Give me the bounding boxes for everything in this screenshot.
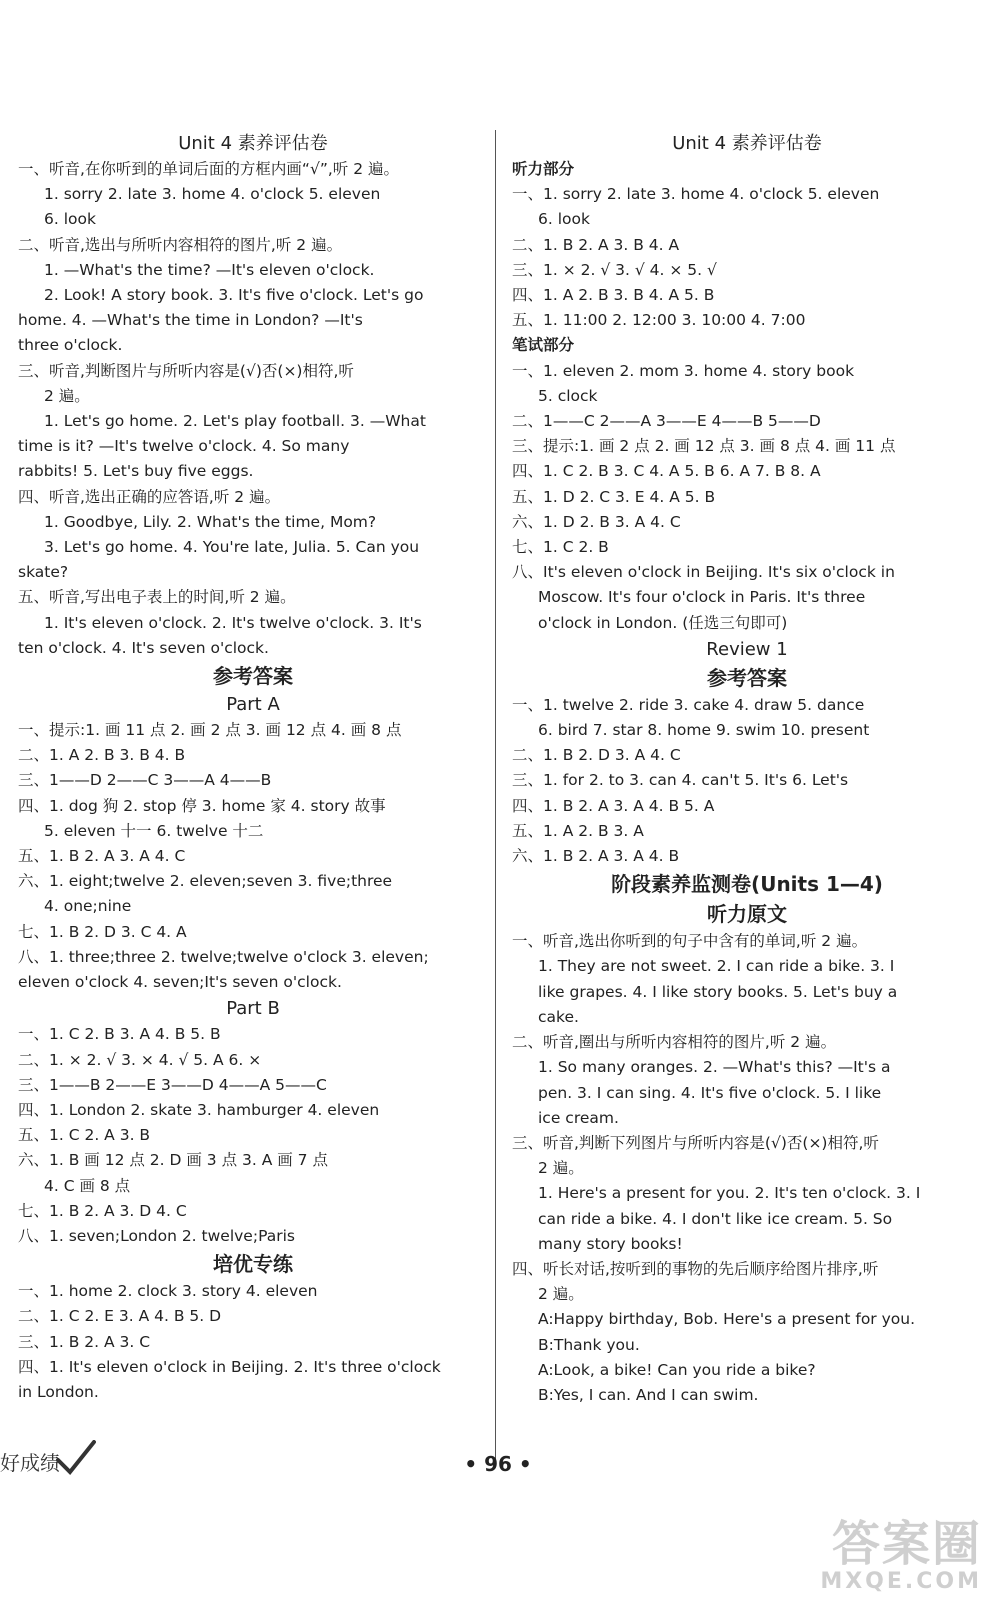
text-line: 四、1. A 2. B 3. B 4. A 5. B	[512, 286, 715, 305]
text-line: B:Yes, I can. And I can swim.	[538, 1385, 759, 1404]
text-line: 二、听音,选出与所听内容相符的图片,听 2 遍。	[18, 235, 343, 254]
text-line: 一、听音,选出你听到的句子中含有的单词,听 2 遍。	[512, 932, 868, 951]
text-line: 6. look	[538, 210, 590, 229]
text-line: 一、1. home 2. clock 3. story 4. eleven	[18, 1282, 318, 1301]
watermark-url: MXQE.COM	[820, 1569, 982, 1594]
logo-text: 好成绩	[0, 1451, 60, 1475]
text-line: 4. C 画 8 点	[44, 1176, 131, 1195]
text-line: 2 遍。	[538, 1285, 584, 1304]
section-title: 培优专练	[213, 1252, 293, 1277]
subsection-label: 笔试部分	[512, 336, 575, 355]
text-line: 2 遍。	[538, 1159, 584, 1178]
text-line: 四、1. dog 狗 2. stop 停 3. home 家 4. story 故事	[18, 796, 386, 815]
text-line: 七、1. B 2. A 3. D 4. C	[18, 1201, 187, 1220]
text-line: 三、提示:1. 画 2 点 2. 画 12 点 3. 画 8 点 4. 画 11 点	[512, 437, 896, 456]
text-line: 五、1. A 2. B 3. A	[512, 821, 644, 840]
text-line: A:Happy birthday, Bob. Here's a present for you.	[538, 1310, 916, 1329]
text-line: 五、1. 11:00 2. 12:00 3. 10:00 4. 7:00	[512, 311, 806, 330]
text-line: 八、1. seven;London 2. twelve;Paris	[18, 1226, 295, 1245]
text-line: 四、1. B 2. A 3. A 4. B 5. A	[512, 796, 715, 815]
text-line: 六、1. D 2. B 3. A 4. C	[512, 512, 681, 531]
text-line: 一、1. twelve 2. ride 3. cake 4. draw 5. dance	[512, 695, 865, 714]
text-line: 三、听音,判断图片与所听内容是(√)否(×)相符,听	[18, 361, 354, 380]
text-line: 2. Look! A story book. 3. It's five o'clock. Let's go	[44, 286, 424, 305]
text-line: 二、1——C 2——A 3——E 4——B 5——D	[512, 412, 821, 431]
text-line: 八、It's eleven o'clock in Beijing. It's six o'clock in	[512, 563, 895, 582]
text-line: home. 4. —What's the time in London? —It's	[18, 311, 363, 330]
text-line: 三、1——D 2——C 3——A 4——B	[18, 771, 272, 790]
text-line: 四、1. C 2. B 3. C 4. A 5. B 6. A 7. B 8. A	[512, 462, 821, 481]
left-column	[18, 130, 488, 1405]
text-line: 三、1. for 2. to 3. can 4. can't 5. It's 6. Let's	[512, 771, 849, 790]
text-line: Moscow. It's four o'clock in Paris. It's three	[538, 588, 866, 607]
text-line: 四、1. It's eleven o'clock in Beijing. 2. It's three o'clock	[18, 1357, 441, 1376]
text-line: 一、听音,在你听到的单词后面的方框内画“√”,听 2 遍。	[18, 160, 400, 178]
text-line: 二、1. C 2. E 3. A 4. B 5. D	[18, 1307, 222, 1326]
text-line: 八、1. three;three 2. twelve;twelve o'clock 3. eleven;	[18, 947, 429, 966]
text-line: 1. Goodbye, Lily. 2. What's the time, Mom?	[44, 512, 377, 531]
text-line: 五、1. D 2. C 3. E 4. A 5. B	[512, 487, 716, 506]
text-line: 一、1. eleven 2. mom 3. home 4. story book	[512, 361, 855, 380]
section-title: 听力原文	[707, 902, 787, 927]
text-line: skate?	[18, 563, 69, 582]
text-line: 1. They are not sweet. 2. I can ride a bike. 3. I	[538, 957, 895, 976]
section-heading: Review 1	[706, 638, 788, 660]
section-heading: Part B	[226, 998, 280, 1020]
text-line: 二、1. B 2. A 3. B 4. A	[512, 235, 680, 254]
subsection-label: 听力部分	[512, 160, 575, 178]
text-line: ten o'clock. 4. It's seven o'clock.	[18, 638, 269, 657]
watermark-title: 答案圈	[831, 1516, 982, 1572]
text-line: 四、听长对话,按听到的事物的先后顺序给图片排序,听	[512, 1259, 879, 1278]
section-heading: Unit 4 素养评估卷	[178, 133, 328, 154]
text-line: ice cream.	[538, 1108, 619, 1127]
text-line: 一、1. sorry 2. late 3. home 4. o'clock 5. eleven	[512, 185, 880, 204]
section-title: 参考答案	[213, 664, 293, 689]
text-line: 6. bird 7. star 8. home 9. swim 10. present	[538, 721, 870, 740]
text-line: 1. sorry 2. late 3. home 4. o'clock 5. eleven	[44, 185, 381, 204]
text-line: 1. So many oranges. 2. —What's this? —It's a	[538, 1058, 891, 1077]
text-line: 五、听音,写出电子表上的时间,听 2 遍。	[18, 588, 296, 607]
text-line: 4. one;nine	[44, 897, 132, 916]
text-line: 3. Let's go home. 4. You're late, Julia. 5. Can you	[44, 538, 420, 557]
text-line: time is it? —It's twelve o'clock. 4. So many	[18, 437, 350, 456]
text-line: A:Look, a bike! Can you ride a bike?	[538, 1360, 816, 1379]
text-line: 三、1. × 2. √ 3. √ 4. × 5. √	[512, 260, 717, 279]
text-line: 一、1. C 2. B 3. A 4. B 5. B	[18, 1025, 221, 1044]
text-line: in London.	[18, 1382, 99, 1401]
text-line: three o'clock.	[18, 336, 123, 355]
text-line: 二、1. B 2. D 3. A 4. C	[512, 746, 681, 765]
text-line: 1. —What's the time? —It's eleven o'clock.	[44, 260, 375, 279]
text-line: 二、1. A 2. B 3. B 4. B	[18, 746, 186, 765]
text-line: 五、1. C 2. A 3. B	[18, 1126, 151, 1145]
section-heading: Unit 4 素养评估卷	[672, 133, 822, 154]
text-line: like grapes. 4. I like story books. 5. Let's buy a	[538, 982, 898, 1001]
right-column	[512, 130, 982, 1408]
text-line: 三、1. B 2. A 3. C	[18, 1332, 151, 1351]
text-line: 四、1. London 2. skate 3. hamburger 4. eleven	[18, 1100, 380, 1119]
text-line: 七、1. B 2. D 3. C 4. A	[18, 922, 187, 941]
text-line: 三、听音,判断下列图片与所听内容是(√)否(×)相符,听	[512, 1133, 879, 1152]
text-line: 三、1——B 2——E 3——D 4——A 5——C	[18, 1075, 327, 1094]
text-line: 5. eleven 十一 6. twelve 十二	[44, 821, 264, 840]
text-line: cake.	[538, 1007, 579, 1026]
text-line: B:Thank you.	[538, 1335, 640, 1354]
section-heading: Part A	[226, 694, 280, 716]
text-line: can ride a bike. 4. I don't like ice cream. 5. So	[538, 1209, 893, 1228]
text-line: eleven o'clock 4. seven;It's seven o'clock.	[18, 973, 342, 992]
text-line: 六、1. B 画 12 点 2. D 画 3 点 3. A 画 7 点	[18, 1151, 328, 1170]
text-line: 2 遍。	[44, 386, 90, 405]
text-line: 二、1. × 2. √ 3. × 4. √ 5. A 6. ×	[18, 1050, 262, 1069]
text-line: o'clock in London. (任选三句即可)	[538, 613, 788, 632]
text-line: 七、1. C 2. B	[512, 538, 609, 557]
section-title: 参考答案	[707, 665, 787, 690]
text-line: many story books!	[538, 1234, 683, 1253]
text-line: 五、1. B 2. A 3. A 4. C	[18, 847, 186, 866]
page-number: • 96 •	[464, 1452, 532, 1476]
text-line: 六、1. eight;twelve 2. eleven;seven 3. five;three	[18, 872, 393, 891]
watermark	[820, 1516, 982, 1594]
text-line: 四、听音,选出正确的应答语,听 2 遍。	[18, 487, 281, 506]
text-line: 二、听音,圈出与所听内容相符的图片,听 2 遍。	[512, 1033, 837, 1052]
text-line: 1. Let's go home. 2. Let's play football. 3. —What	[44, 412, 426, 431]
section-title: 阶段素养监测卷(Units 1—4)	[611, 872, 883, 897]
column-divider	[495, 130, 496, 1460]
text-line: 一、提示:1. 画 11 点 2. 画 2 点 3. 画 12 点 4. 画 8 点	[18, 721, 402, 740]
text-line: 6. look	[44, 210, 96, 229]
text-line: 1. Here's a present for you. 2. It's ten o'clock. 3. I	[538, 1184, 921, 1203]
text-line: 六、1. B 2. A 3. A 4. B	[512, 847, 680, 866]
text-line: pen. 3. I can sing. 4. It's five o'clock. 5. I like	[538, 1083, 882, 1102]
text-line: rabbits! 5. Let's buy five eggs.	[18, 462, 254, 481]
text-line: 5. clock	[538, 386, 598, 405]
text-line: 1. It's eleven o'clock. 2. It's twelve o'clock. 3. It's	[44, 613, 422, 632]
